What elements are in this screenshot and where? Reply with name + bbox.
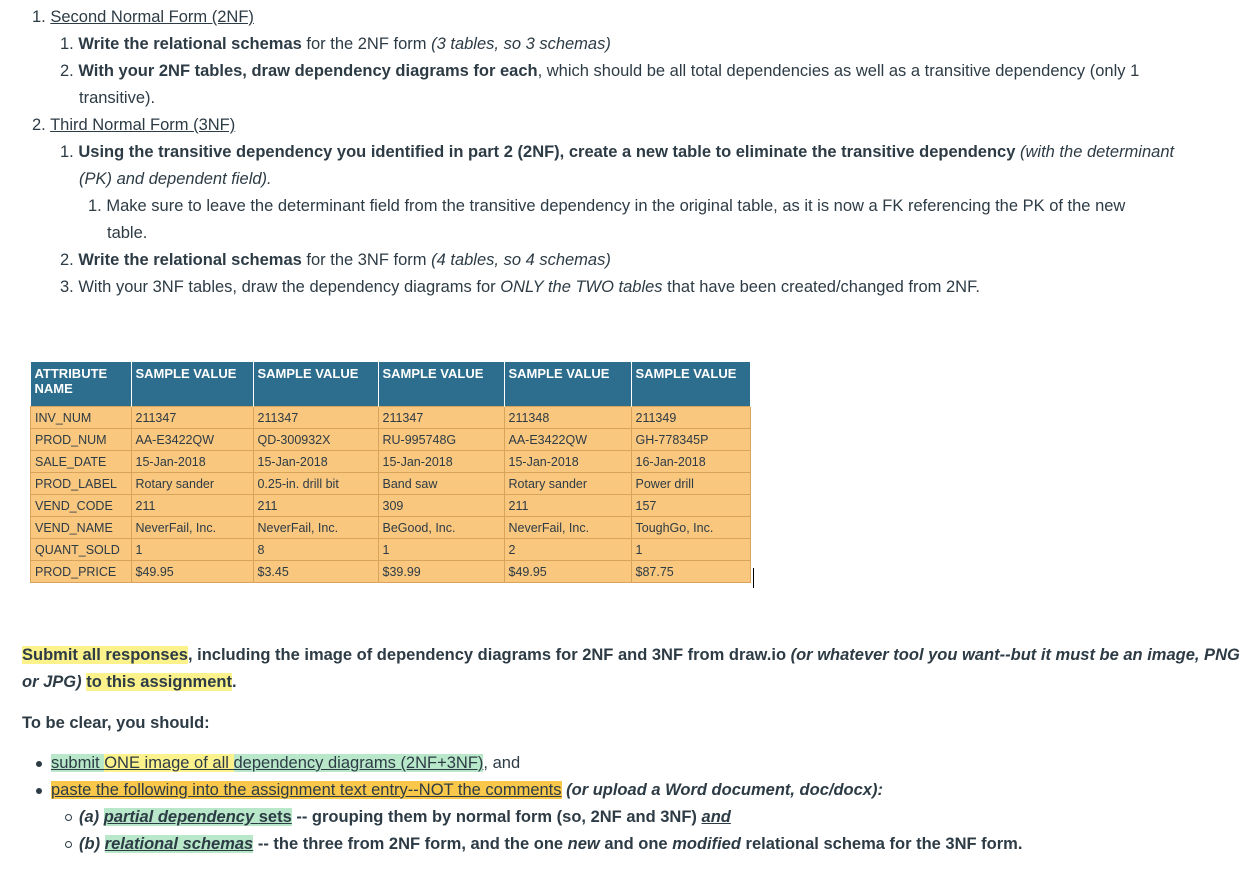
attribute-name-cell: INV_NUM: [31, 407, 132, 429]
sample-value-cell: 211: [131, 495, 253, 517]
sample-value-cell: NeverFail, Inc.: [253, 517, 378, 539]
sample-value-cell: Power drill: [631, 473, 750, 495]
list-item-3nf-fk-note: 1. Make sure to leave the determinant field from the transitive dependency in the original table, as it is now a FK referencing the PK of the new: [88, 197, 1126, 215]
sample-value-cell: ToughGo, Inc.: [631, 517, 750, 539]
sample-value-cell: 15-Jan-2018: [504, 451, 631, 473]
submit-paragraph: Submit all responses, including the image of dependency diagrams for 2NF and 3NF from draw.io (or whatever tool you want--but it must be an image, PNG: [22, 646, 1240, 664]
sample-value-cell: 211348: [504, 407, 631, 429]
sample-value-cell: NeverFail, Inc.: [504, 517, 631, 539]
table-header-row: [31, 362, 751, 407]
to-be-clear-paragraph: To be clear, you should:: [22, 714, 210, 732]
column-header: SAMPLE VALUE: [131, 362, 253, 407]
sample-value-cell: GH-778345P: [631, 429, 750, 451]
list-item-2nf-schemas: 1. Write the relational schemas for the 2NF form (3 tables, so 3 schemas): [60, 35, 611, 53]
sub-bullet-circle: [65, 841, 72, 848]
sample-value-cell: 211347: [253, 407, 378, 429]
attribute-name-cell: QUANT_SOLD: [31, 539, 132, 561]
column-header: SAMPLE VALUE: [631, 362, 750, 407]
table-row: [31, 407, 751, 429]
attribute-name-cell: PROD_NUM: [31, 429, 132, 451]
sample-data-table: [30, 362, 751, 583]
sample-value-cell: 211347: [378, 407, 504, 429]
attribute-name-cell: PROD_LABEL: [31, 473, 132, 495]
column-header: ATTRIBUTE NAME: [31, 362, 132, 407]
sample-value-cell: 211: [253, 495, 378, 517]
table-row: [31, 561, 751, 583]
list-item-3nf-diagrams: 3. With your 3NF tables, draw the dependency diagrams for ONLY the TWO tables that have been created/changed from 2NF.: [60, 278, 980, 296]
list-item-3nf-new-table: 1. Using the transitive dependency you identified in part 2 (2NF), create a new table to eliminate the transitive dependency (with the determinant: [60, 143, 1175, 161]
bullet-paste-text: paste the following into the assignment text entry--NOT the comments (or upload a Word document, doc/docx):: [51, 781, 883, 799]
sample-value-cell: $49.95: [131, 561, 253, 583]
sample-value-cell: AA-E3422QW: [504, 429, 631, 451]
sample-value-cell: 0.25-in. drill bit: [253, 473, 378, 495]
table-row: [31, 429, 751, 451]
sub-bullet-partial-dependency: (a) partial dependency sets -- grouping them by normal form (so, 2NF and 3NF) and: [79, 808, 731, 826]
sub-bullet-relational-schemas: (b) relational schemas -- the three from 2NF form, and the one new and one modified relational schema for the 3NF form.: [79, 835, 1023, 853]
sample-value-cell: 211: [504, 495, 631, 517]
table-row: [31, 539, 751, 561]
list-item-3nf: 2. Third Normal Form (3NF): [32, 116, 236, 134]
table-row: [31, 473, 751, 495]
list-item-3nf-fk-note-cont: table.: [107, 224, 148, 242]
column-header: SAMPLE VALUE: [504, 362, 631, 407]
bullet-dot: [36, 761, 42, 767]
sample-value-cell: 211349: [631, 407, 750, 429]
list-item-2nf-diagrams: 2. With your 2NF tables, draw dependency diagrams for each, which should be all total dependencies as well as a transitive dependency (only 1: [60, 62, 1140, 80]
sample-value-cell: $3.45: [253, 561, 378, 583]
list-item-2nf-diagrams-cont: transitive).: [79, 89, 156, 107]
heading-2nf: Second Normal Form (2NF): [50, 8, 254, 26]
sample-value-cell: $49.95: [504, 561, 631, 583]
sample-value-cell: BeGood, Inc.: [378, 517, 504, 539]
sample-value-cell: Band saw: [378, 473, 504, 495]
sample-value-cell: 1: [131, 539, 253, 561]
sub-bullet-circle: [65, 814, 72, 821]
column-header: SAMPLE VALUE: [378, 362, 504, 407]
attribute-name-cell: PROD_PRICE: [31, 561, 132, 583]
column-header: SAMPLE VALUE: [253, 362, 378, 407]
sample-value-cell: $87.75: [631, 561, 750, 583]
attribute-name-cell: VEND_NAME: [31, 517, 132, 539]
attribute-name-cell: SALE_DATE: [31, 451, 132, 473]
sample-value-cell: 309: [378, 495, 504, 517]
sample-value-cell: 8: [253, 539, 378, 561]
attribute-name-cell: VEND_CODE: [31, 495, 132, 517]
text-cursor: [753, 568, 754, 588]
sample-value-cell: Rotary sander: [131, 473, 253, 495]
sample-value-cell: Rotary sander: [504, 473, 631, 495]
sample-value-cell: 16-Jan-2018: [631, 451, 750, 473]
bullet-submit-image: submit ONE image of all dependency diagrams (2NF+3NF), and: [51, 754, 521, 772]
sample-value-cell: 2: [504, 539, 631, 561]
sample-value-cell: 1: [378, 539, 504, 561]
sample-value-cell: $39.99: [378, 561, 504, 583]
sample-value-cell: NeverFail, Inc.: [131, 517, 253, 539]
sample-value-cell: 15-Jan-2018: [378, 451, 504, 473]
sample-value-cell: 1: [631, 539, 750, 561]
sample-value-cell: AA-E3422QW: [131, 429, 253, 451]
list-item-3nf-new-table-cont: (PK) and dependent field).: [79, 170, 272, 188]
sample-value-cell: 157: [631, 495, 750, 517]
bullet-dot: [36, 788, 42, 794]
table-row: [31, 517, 751, 539]
table-row: [31, 495, 751, 517]
sample-value-cell: RU-995748G: [378, 429, 504, 451]
list-item-2nf: 1. Second Normal Form (2NF): [32, 8, 254, 26]
list-item-3nf-schemas: 2. Write the relational schemas for the 3NF form (4 tables, so 4 schemas): [60, 251, 611, 269]
sample-value-cell: 15-Jan-2018: [131, 451, 253, 473]
table-row: [31, 451, 751, 473]
sample-value-cell: 15-Jan-2018: [253, 451, 378, 473]
sample-value-cell: QD-300932X: [253, 429, 378, 451]
submit-paragraph-cont: or JPG) to this assignment.: [22, 673, 237, 691]
sample-value-cell: 211347: [131, 407, 253, 429]
heading-3nf: Third Normal Form (3NF): [50, 116, 236, 134]
